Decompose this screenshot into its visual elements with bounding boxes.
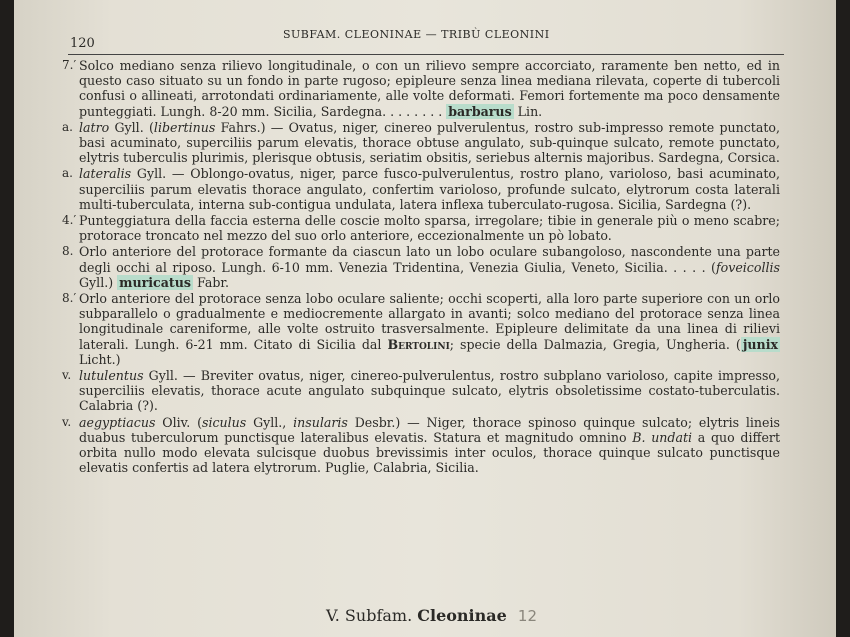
entry-text: Gyll., <box>246 414 294 430</box>
entry-text: Punteggiatura della faccia esterna delle coscie molto sparsa, irregolare; tibie in generale più o meno scabre; protorace troncato nel mezzo del suo orlo anteriore, eccezionalmente un pò lobato. <box>79 213 780 244</box>
entry-text: Oliv. ( <box>155 414 202 430</box>
entry-text: Gyll. ( <box>109 119 154 135</box>
section-heading <box>326 606 537 625</box>
entry-text: Gyll.) <box>79 274 118 290</box>
entry-text: Gyll. — Oblongo-ovatus, niger, parce fusco-pulverulentus, rostro plano, varioloso, basi acuminato, superciliis parum elevatis thorace angulato, confertim varioloso, profunde sulcato, elytrorum costa laterali multi-tuberculata, interna sub-contigua undulata, latera inflexa tuberculato-rugosa. Sicilia, Sardegna (?). <box>79 166 780 212</box>
entry-text: Bertolini <box>387 336 450 352</box>
key-entry <box>62 58 780 119</box>
key-entry <box>62 368 780 414</box>
entry-text: insularis <box>293 414 348 430</box>
highlighted-species-name: junix <box>742 336 778 352</box>
highlighted-species-name: barbarus <box>448 103 512 119</box>
entry-text: Desbr.) — Niger, thorace spinoso quinque sulcato; elytris lineis duabus tuberculorum punctisque lateralibus elevatis. Statura et magnitudo omnino <box>79 414 780 445</box>
key-entry <box>62 213 780 243</box>
entry-text: Orlo anteriore del protorace formante da ciascun lato un lobo oculare subangoloso, nascondente una parte degli occhi al riposo. Lungh. 6-10 mm. Venezia Tridentina, Venezia Giulia, Veneto, Sicilia. . . . . ( <box>79 244 780 275</box>
entry-text: Solco mediano senza rilievo longitudinale, o con un rilievo sempre accorciato, raramente ben netto, ed in questo caso situato su un fondo in parte rugoso; epipleure senza linea mediana rilevata, coperte di tubercoli confusi o allineati, arrotondati ordinariamente, alle volte deformati. Femori fortemente ma poco densamente punteggiati. Lungh. 8-20 mm. Sicilia, Sardegna. . . . . . . . <box>79 58 780 119</box>
key-entry <box>62 244 780 290</box>
key-entry <box>62 120 780 166</box>
entry-label: 7.′ <box>62 58 77 72</box>
entry-label: v. <box>62 414 72 429</box>
entry-text: Lin. <box>513 103 543 119</box>
entry-text: siculus <box>201 414 247 430</box>
entry-text: B. undati <box>632 429 693 445</box>
entry-label: 8.′ <box>62 291 77 306</box>
entry-label: a. <box>62 119 73 134</box>
entry-text: latro <box>79 119 110 135</box>
entry-text: Gyll. — Breviter ovatus, niger, cinereo-pulverulentus, rostro subplano varioloso, capite impresso, superciliis elevatis, thorace acute angulato subquinque sulcato, elytris obsoletissime costato-tuberculatis. Calabria (?). <box>79 368 780 414</box>
entry-text: Fahrs.) — Ovatus, niger, cinereo pulverulentus, rostro sub-impresso remote punctato, basi acuminato, superciliis parum elevatis, thorace obtuse angulato, sub-quinque sulcato, remote punctato, elytris tuberculis plurimis, plerisque obtusis, seriatim obsitis, seriebus alternis majoribus. Sardegna, Corsica. <box>79 119 780 166</box>
key-entry <box>62 166 780 212</box>
entry-label: v. <box>62 368 72 383</box>
pencil-annotation: 12 <box>517 607 537 625</box>
entry-text: a quo differt orbita nullo modo elevata sulcisque duobus brevissimis inter oculos, thorace quinque sulcato punctisque elevatis confertis ad latera elytrorum. Puglie, Calabria, Sicilia. <box>79 429 781 476</box>
entry-text: libertinus <box>153 119 216 135</box>
entry-text: ; specie della Dalmazia, Gregia, Ungheria. ( <box>449 336 741 352</box>
key-entry <box>62 291 780 367</box>
entry-text: lateralis <box>79 166 132 182</box>
entry-text: lutulentus <box>79 368 144 384</box>
entry-text: aegyptiacus <box>79 414 156 430</box>
page-number: 120 <box>70 36 95 51</box>
book-page <box>14 0 836 637</box>
key-entry <box>62 415 780 476</box>
section-name: Cleoninae <box>417 606 507 625</box>
entry-text: Fabr. <box>192 274 230 290</box>
entry-text: foveicollis <box>715 259 780 275</box>
section-prefix: V. Subfam. <box>326 606 413 625</box>
header-rule <box>68 54 784 55</box>
entry-label: 4.′ <box>62 213 77 228</box>
highlighted-species-name: muricatus <box>119 274 191 290</box>
running-title: SUBFAM. CLEONINAE — TRIBÙ CLEONINI <box>283 28 550 41</box>
entry-text: Licht.) <box>79 351 121 367</box>
key-text <box>62 58 780 475</box>
entry-label: 8. <box>62 244 74 259</box>
entry-text: Orlo anteriore del protorace senza lobo oculare saliente; occhi scoperti, alla loro parte superiore con un orlo subparallelo o gradualmente e mediocremente allargato in avanti; solco mediano del protorace senza linea longitudinale careniforme, alle volte ostruito trasversalmente. Epipleure delimitate da una linea di rilievi laterali. Lungh. 6-21 mm. Citato di Sicilia dal <box>79 291 780 352</box>
entry-label: a. <box>62 166 73 181</box>
